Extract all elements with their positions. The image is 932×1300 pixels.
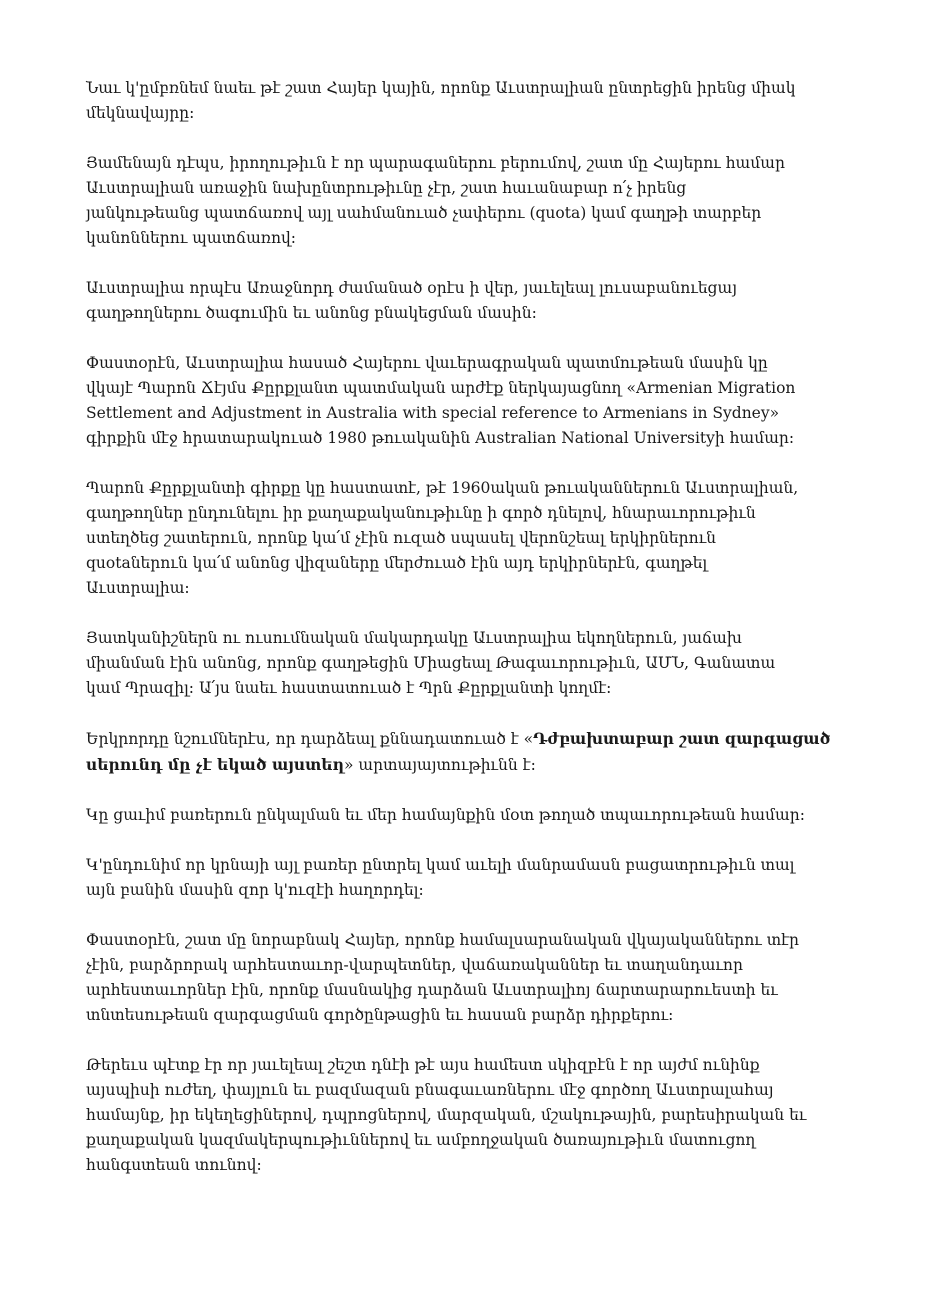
text-line bbox=[86, 726, 852, 752]
bold-quote-text: Դժբախտաբար շատ զարգացած bbox=[533, 729, 831, 748]
text-line: Փաստօրէն, Աւստրալիա հասած Հայերու վաւերագրական պատմութեան մասին կը bbox=[86, 354, 768, 372]
text-line: տնտեսութեան զարգացման գործընթացին եւ հասան բարձր դիրքերու: bbox=[86, 1006, 674, 1024]
text-line: Փաստօրէն, շատ մը նորաբնակ Հայեր, որոնք համալսարանական վկայականներու տէր bbox=[86, 931, 799, 949]
text-line: Աւստրալիա որպէս Առաջնորդ ժամանած օրէս ի վեր, յաւելեալ լուսաբանուեցայ bbox=[86, 279, 738, 297]
text-line: քաղաքական կազմակերպութիւններով եւ ամբողջական ծառայութիւն մատուցող bbox=[86, 1131, 756, 1149]
text-line: համայնք, իր եկեղեցիներով, դպրոցներով, մարզական, մշակութային, բարեսիրական եւ bbox=[86, 1106, 807, 1124]
text-segment: Երկրորդը նշումներէս, որ դարձեալ քննադատուած է « bbox=[86, 730, 534, 748]
paragraph-11 bbox=[86, 1053, 852, 1178]
text-line: կանոններու պատճառով: bbox=[86, 229, 297, 247]
paragraph-8 bbox=[86, 803, 852, 828]
paragraph-7 bbox=[86, 726, 852, 778]
paragraph-9 bbox=[86, 853, 852, 903]
text-line: Նաւ կ'ըմբռնեմ նաեւ թէ շատ Հայեր կային, որոնք Աւստրալիան ընտրեցին իրենց միակ bbox=[86, 79, 796, 97]
text-line: գիրքին մէջ հրատարակուած 1980 թուականին Australian National Universityի համար: bbox=[86, 429, 795, 447]
text-line: Կը ցաւիմ բառերուն ընկալման եւ մեր համայնքին մօտ թողած տպաւորութեան համար: bbox=[86, 806, 805, 824]
text-segment: » արտայայտութիւնն է: bbox=[344, 756, 536, 774]
paragraph-4 bbox=[86, 351, 852, 451]
text-line: Յամենայն դէպս, իրողութիւն է որ պարագաներու բերումով, շատ մը Հայերու համար bbox=[86, 154, 785, 172]
paragraph-3 bbox=[86, 276, 852, 326]
text-line: չէին, բարձրորակ արհեստաւոր-վարպետներ, վաճառականներ եւ տաղանդաւոր bbox=[86, 956, 743, 974]
text-line: այն բանին մասին զոր կ'ուզէի հաղորդել: bbox=[86, 881, 424, 899]
text-line: Կ'ընդունիմ որ կրնայի այլ բառեր ընտրել կամ աւելի մանրամասն բացատրութիւն տալ bbox=[86, 856, 795, 874]
text-line: ստեղծեց շատերուն, որոնք կա՛մ չէին ուզած սպասել վերոնշեալ երկիրներուն bbox=[86, 529, 717, 547]
text-line: վկայէ Պարոն Ճէյմս Քըրքլանտ պատմական արժէք ներկայացնող «Armenian Migration bbox=[86, 379, 796, 397]
text-line: Աւստրալիան առաջին նախընտրութիւնը չէր, շատ հաւանաբար ո՛չ իրենց bbox=[86, 179, 687, 197]
paragraph-10 bbox=[86, 928, 852, 1028]
text-line: այսպիսի ուժեղ, փայլուն եւ բազմազան բնագաւառներու մէջ գործող Աւստրալահայ bbox=[86, 1081, 774, 1099]
text-line: միանման էին անոնց, որոնք գաղթեցին Միացեալ Թագաւորութիւն, ԱՄՆ, Գանատա bbox=[86, 654, 776, 672]
text-line: quotaներուն կա՛մ անոնց վիզաները մերժուած էին այդ երկիրներէն, գաղթել bbox=[86, 554, 708, 572]
paragraph-2 bbox=[86, 151, 852, 251]
text-line: կամ Պրազիլ: Ա՛յս նաեւ հաստատուած է Պրն Քըրքլանտի կողմէ: bbox=[86, 679, 612, 697]
paragraph-5 bbox=[86, 476, 852, 601]
text-line: Թերեւս պէտք էր որ յաւելեալ շեշտ դնէի թէ այս համեստ սկիզբէն է որ այժմ ունինք bbox=[86, 1056, 760, 1074]
text-line bbox=[86, 752, 852, 778]
paragraph-6 bbox=[86, 626, 852, 701]
text-line: գաղթողներ ընդունելու իր քաղաքականութիւնը ի գործ դնելով, հնարաւորութիւն bbox=[86, 504, 756, 522]
text-line: յանկութեանց պատճառով այլ սահմանուած չափերու (quota) կամ գաղթի տարբեր bbox=[86, 204, 762, 222]
text-line: Աւստրալիա: bbox=[86, 579, 190, 597]
text-line: հանգստեան տունով: bbox=[86, 1156, 262, 1174]
bold-quote-text: սերունդ մը չէ եկած այստեղ bbox=[86, 755, 344, 774]
text-line: Պարոն Քըրքլանտի գիրքը կը հաստատէ, թէ 1960ական թուականներուն Աւստրալիան, bbox=[86, 479, 799, 497]
text-line: արհեստաւորներ էին, որոնք մասնակից դարձան Աւստրալիոյ ճարտարարուեստի եւ bbox=[86, 981, 778, 999]
text-line: Յատկանիշներն ու ուսումնական մակարդակը Աւստրալիա եկողներուն, յաճախ bbox=[86, 629, 742, 647]
text-line: Settlement and Adjustment in Australia with special reference to Armenians in Sydney» bbox=[86, 404, 780, 422]
paragraph-1 bbox=[86, 76, 852, 126]
text-line: գաղթողներու ծագումին եւ անոնց բնակեցման մասին: bbox=[86, 304, 537, 322]
text-line: մեկնավայրը: bbox=[86, 104, 195, 122]
